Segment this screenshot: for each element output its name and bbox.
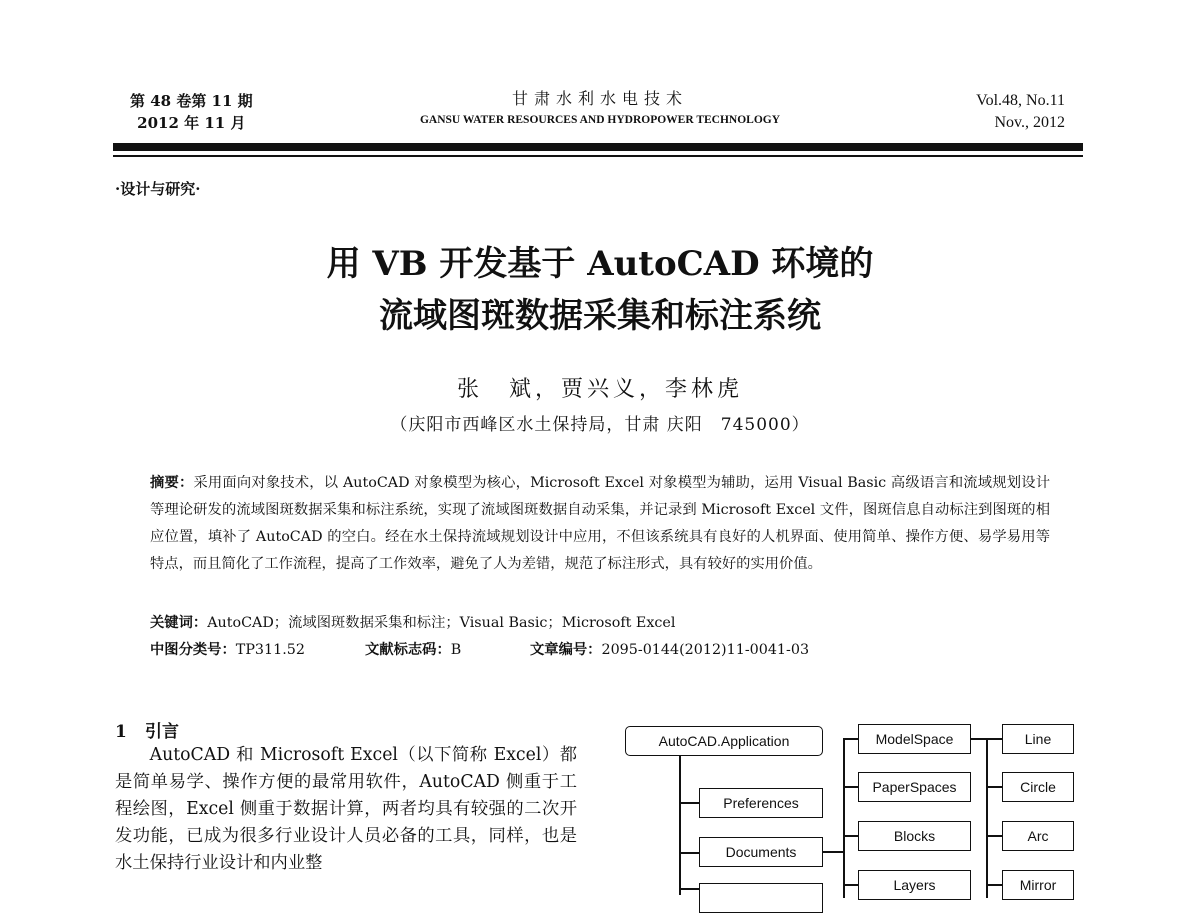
node-layers: Layers [858,870,971,900]
branch-line-arc [986,835,1002,837]
journal-volume-en [976,90,1065,134]
title-line-2: 流域图斑数据采集和标注系统 [379,296,821,336]
branch-line-preferences [679,802,699,804]
classification-info [150,637,1050,663]
branch-line-blocks [843,835,858,837]
issue-date: 2012 年 11 月 [137,114,246,132]
link-modelspace-to-col3 [971,738,986,740]
article-no-value: 2095-0144(2012)11-0041-03 [601,642,810,658]
clc-field [150,637,365,663]
section-number: 1 [115,722,127,742]
object-model-diagram [615,718,1095,893]
node-documents: Documents [699,837,823,867]
article-no-field [530,637,809,663]
doc-code-field [365,637,530,663]
trunk-line-col2 [843,738,845,898]
doc-code-value: B [450,642,462,658]
link-documents-to-col2 [823,851,843,853]
abstract [150,470,1050,578]
authors: 张 斌，贾兴义，李林虎 [456,377,743,402]
branch-line-layers [843,884,858,886]
trunk-line-col3 [986,738,988,898]
journal-name-cn: 甘肃水利水电技术 [511,89,688,108]
section-title: 引言 [145,722,179,742]
node-line: Line [1002,724,1074,754]
branch-line-next [679,888,699,890]
clc-value: TP311.52 [235,642,305,658]
branch-line-paperspaces [843,786,858,788]
branch-line-mirror [986,884,1002,886]
node-modelspace: ModelSpace [858,724,971,754]
branch-line-line [986,738,1002,740]
journal-name [380,88,820,130]
abstract-text: 采用面向对象技术，以 AutoCAD 对象模型为核心，Microsoft Excel 对象模型为辅助，运用 Visual Basic 高级语言和流域规划设计等理论研发的流域图斑数据采集和标注系统，实现了流域图斑数据自动采集，并记录到 Microsoft Excel 文件，图斑信息自动标注到图斑的相应位置，填补了 AutoCAD 的空白。经在水土保持流域规划设计中应用，不但该系统具有良好的人机界面、使用简单、操作方便、易学易用等特点，而且简化了工作流程，提高了工作效率，避免了人为差错，规范了标注形式，具有较好的实用价值。 [150,475,1050,572]
branch-line-circle [986,786,1002,788]
header-rule-thin [113,155,1083,157]
node-mirror: Mirror [1002,870,1074,900]
node-preferences: Preferences [699,788,823,818]
section-tag: ·设计与研究· [115,180,201,198]
keywords [150,610,1050,636]
node-paperspaces: PaperSpaces [858,772,971,802]
title-line-1: 用 VB 开发基于 AutoCAD 环境的 [326,244,874,284]
abstract-label: 摘要： [150,475,194,491]
trunk-line-root [679,755,681,895]
keywords-label: 关键词： [150,615,208,631]
section-body: AutoCAD 和 Microsoft Excel（以下简称 Excel）都是简单易学、操作方便的最常用软件，AutoCAD 侧重于工程绘图，Excel 侧重于数据计算，两者均具有较强的二次开发功能，已成为很多行业设计人员必备的工具，同样，也是水土保持行业设计和内业整 [115,745,577,873]
section-heading [115,717,179,742]
node-autocad-application: AutoCAD.Application [625,726,823,756]
journal-issue-info [130,90,253,134]
node-arc: Arc [1002,821,1074,851]
article-no-label: 文章编号： [530,642,602,658]
affiliation: （庆阳市西峰区水土保持局，甘肃 庆阳 745000） [390,415,810,435]
node-blocks: Blocks [858,821,971,851]
branch-line-documents [679,852,699,854]
clc-label: 中图分类号： [150,642,236,658]
header-rule-thick [113,143,1083,151]
volume-number-en: Vol.48, No.11 [976,92,1065,109]
paper-title [0,238,1200,342]
doc-code-label: 文献标志码： [365,642,451,658]
date-en: Nov., 2012 [994,114,1065,131]
node-circle: Circle [1002,772,1074,802]
keywords-text: AutoCAD；流域图斑数据采集和标注；Visual Basic；Microsoft Excel [207,615,676,631]
node-next [699,883,823,913]
volume-issue: 第 48 卷第 11 期 [130,92,253,110]
journal-name-en: GANSU WATER RESOURCES AND HYDROPOWER TECHNOLOGY [419,114,781,126]
branch-line-modelspace [843,738,858,740]
